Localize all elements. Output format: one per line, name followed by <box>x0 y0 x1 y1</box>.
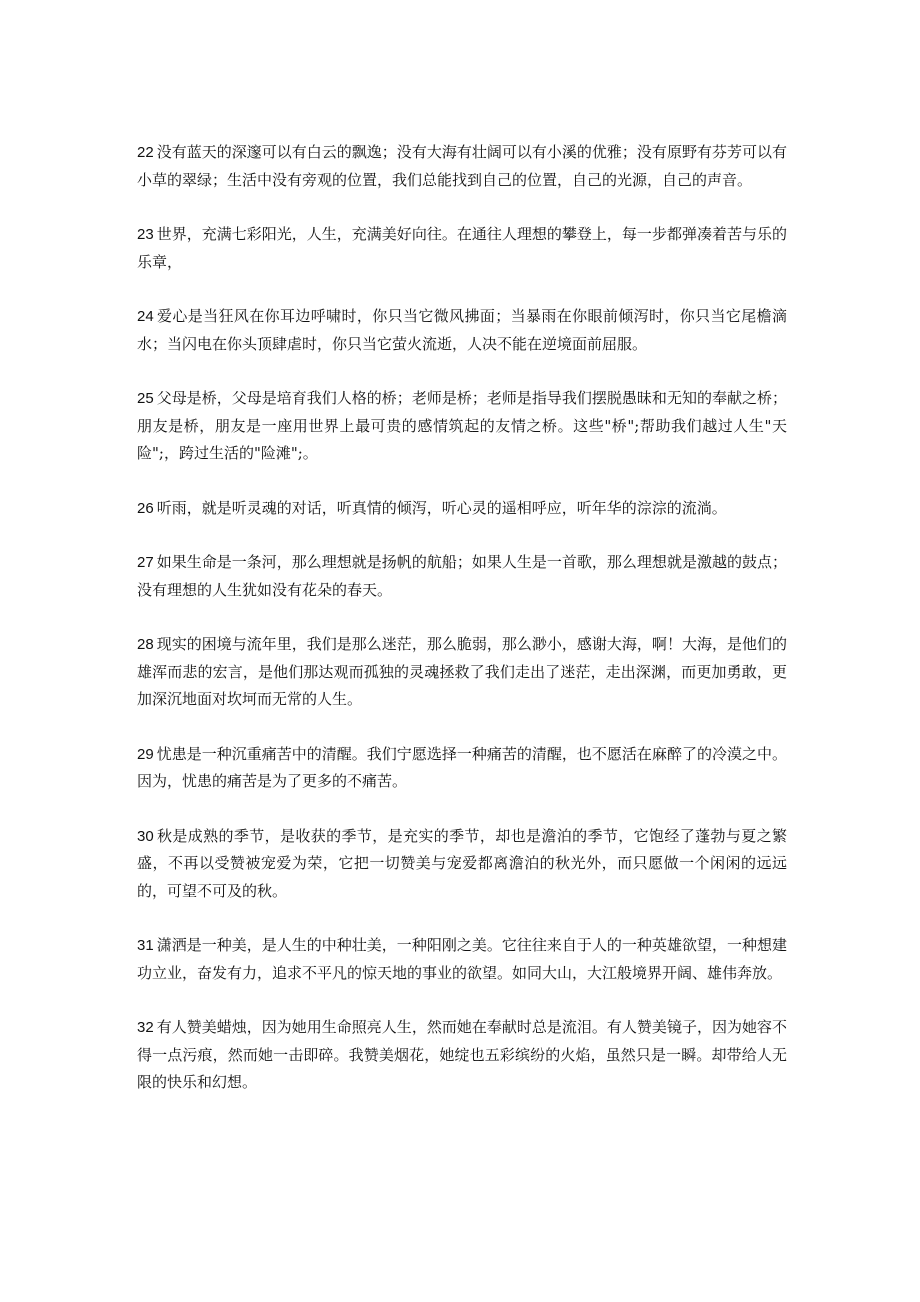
paragraph-number: 26 <box>137 499 154 517</box>
paragraph-22 <box>137 139 787 194</box>
paragraph-text: 秋是成熟的季节，是收获的季节，是充实的季节，却也是澹泊的季节，它饱经了蓬勃与夏之繁盛，不再以受赞被宠爱为荣，它把一切赞美与宠爱都离澹泊的秋光外，而只愿做一个闲闲的远远的，可望不可及的秋。 <box>137 826 787 900</box>
paragraph-number: 27 <box>137 554 154 571</box>
paragraph-27 <box>137 549 787 604</box>
paragraph-number: 23 <box>137 226 154 243</box>
paragraph-26 <box>137 495 787 523</box>
paragraph-text: 没有蓝天的深邃可以有白云的飘逸；没有大海有壮阔可以有小溪的优雅；没有原野有芬芳可以有小草的翠绿；生活中没有旁观的位置，我们总能找到自己的位置，自己的光源，自己的声音。 <box>137 143 787 189</box>
paragraph-24 <box>137 303 787 358</box>
paragraph-text: 世界，充满七彩阳光，人生，充满美好向往。在通往人理想的攀登上，每一步都弹凑着苦与乐的乐章， <box>137 225 787 271</box>
paragraph-32 <box>137 1014 787 1097</box>
paragraph-30 <box>137 823 787 906</box>
paragraph-number: 29 <box>137 745 154 763</box>
paragraph-text: 如果生命是一条河，那么理想就是扬帆的航船；如果人生是一首歌，那么理想就是激越的鼓点；没有理想的人生犹如没有花朵的春天。 <box>137 553 787 599</box>
paragraph-number: 25 <box>137 390 154 407</box>
paragraph-number: 28 <box>137 636 154 653</box>
paragraph-23 <box>137 221 787 276</box>
paragraph-text: 听雨，就是听灵魂的对话，听真情的倾泻，听心灵的遥相呼应，听年华的淙淙的流淌。 <box>156 498 727 517</box>
paragraph-number: 22 <box>137 144 154 161</box>
paragraph-text: 有人赞美蜡烛，因为她用生命照亮人生，然而她在奉献时总是流泪。有人赞美镜子，因为她容不得一点污痕，然而她一击即碎。我赞美烟花，她绽也五彩缤纷的火焰，虽然只是一瞬。却带给人无限的快乐和幻想。 <box>137 1018 787 1091</box>
document-page <box>137 139 787 1124</box>
paragraph-text: 爱心是当狂风在你耳边呼啸时，你只当它微风拂面；当暴雨在你眼前倾泻时，你只当它尾檐滴水；当闪电在你头顶肆虐时，你只当它萤火流逝，人决不能在逆境面前屈服。 <box>137 307 787 353</box>
paragraph-text: 现实的困境与流年里，我们是那么迷茫，那么脆弱，那么渺小，感谢大海，啊！大海，是他们的雄浑而悲的宏言，是他们那达观而孤独的灵魂拯救了我们走出了迷茫，走出深渊，而更加勇敢，更加深沉地面对坎坷而无常的人生。 <box>137 635 787 708</box>
paragraph-text: 忧患是一种沉重痛苦中的清醒。我们宁愿选择一种痛苦的清醒，也不愿活在麻醉了的冷漠之中。因为，忧患的痛苦是为了更多的不痛苦。 <box>137 744 787 790</box>
paragraph-28 <box>137 631 787 714</box>
paragraph-number: 32 <box>137 1019 154 1036</box>
paragraph-29 <box>137 741 787 796</box>
paragraph-number: 24 <box>137 308 154 325</box>
paragraph-25 <box>137 385 787 468</box>
paragraph-31 <box>137 932 787 987</box>
paragraph-number: 31 <box>137 937 154 954</box>
paragraph-text: 潇洒是一种美，是人生的中种壮美，一种阳刚之美。它往往来自于人的一种英雄欲望，一种想建功立业，奋发有力，追求不平凡的惊天地的事业的欲望。如同大山，大江般境界开阔、雄伟奔放。 <box>137 936 787 982</box>
paragraph-text: 父母是桥，父母是培育我们人格的桥；老师是桥；老师是指导我们摆脱愚昧和无知的奉献之桥；朋友是桥，朋友是一座用世界上最可贵的感情筑起的友情之桥。这些"桥";帮助我们越过人生"天险";，跨过生活的"险滩";。 <box>137 389 787 462</box>
paragraph-number: 30 <box>137 827 154 845</box>
